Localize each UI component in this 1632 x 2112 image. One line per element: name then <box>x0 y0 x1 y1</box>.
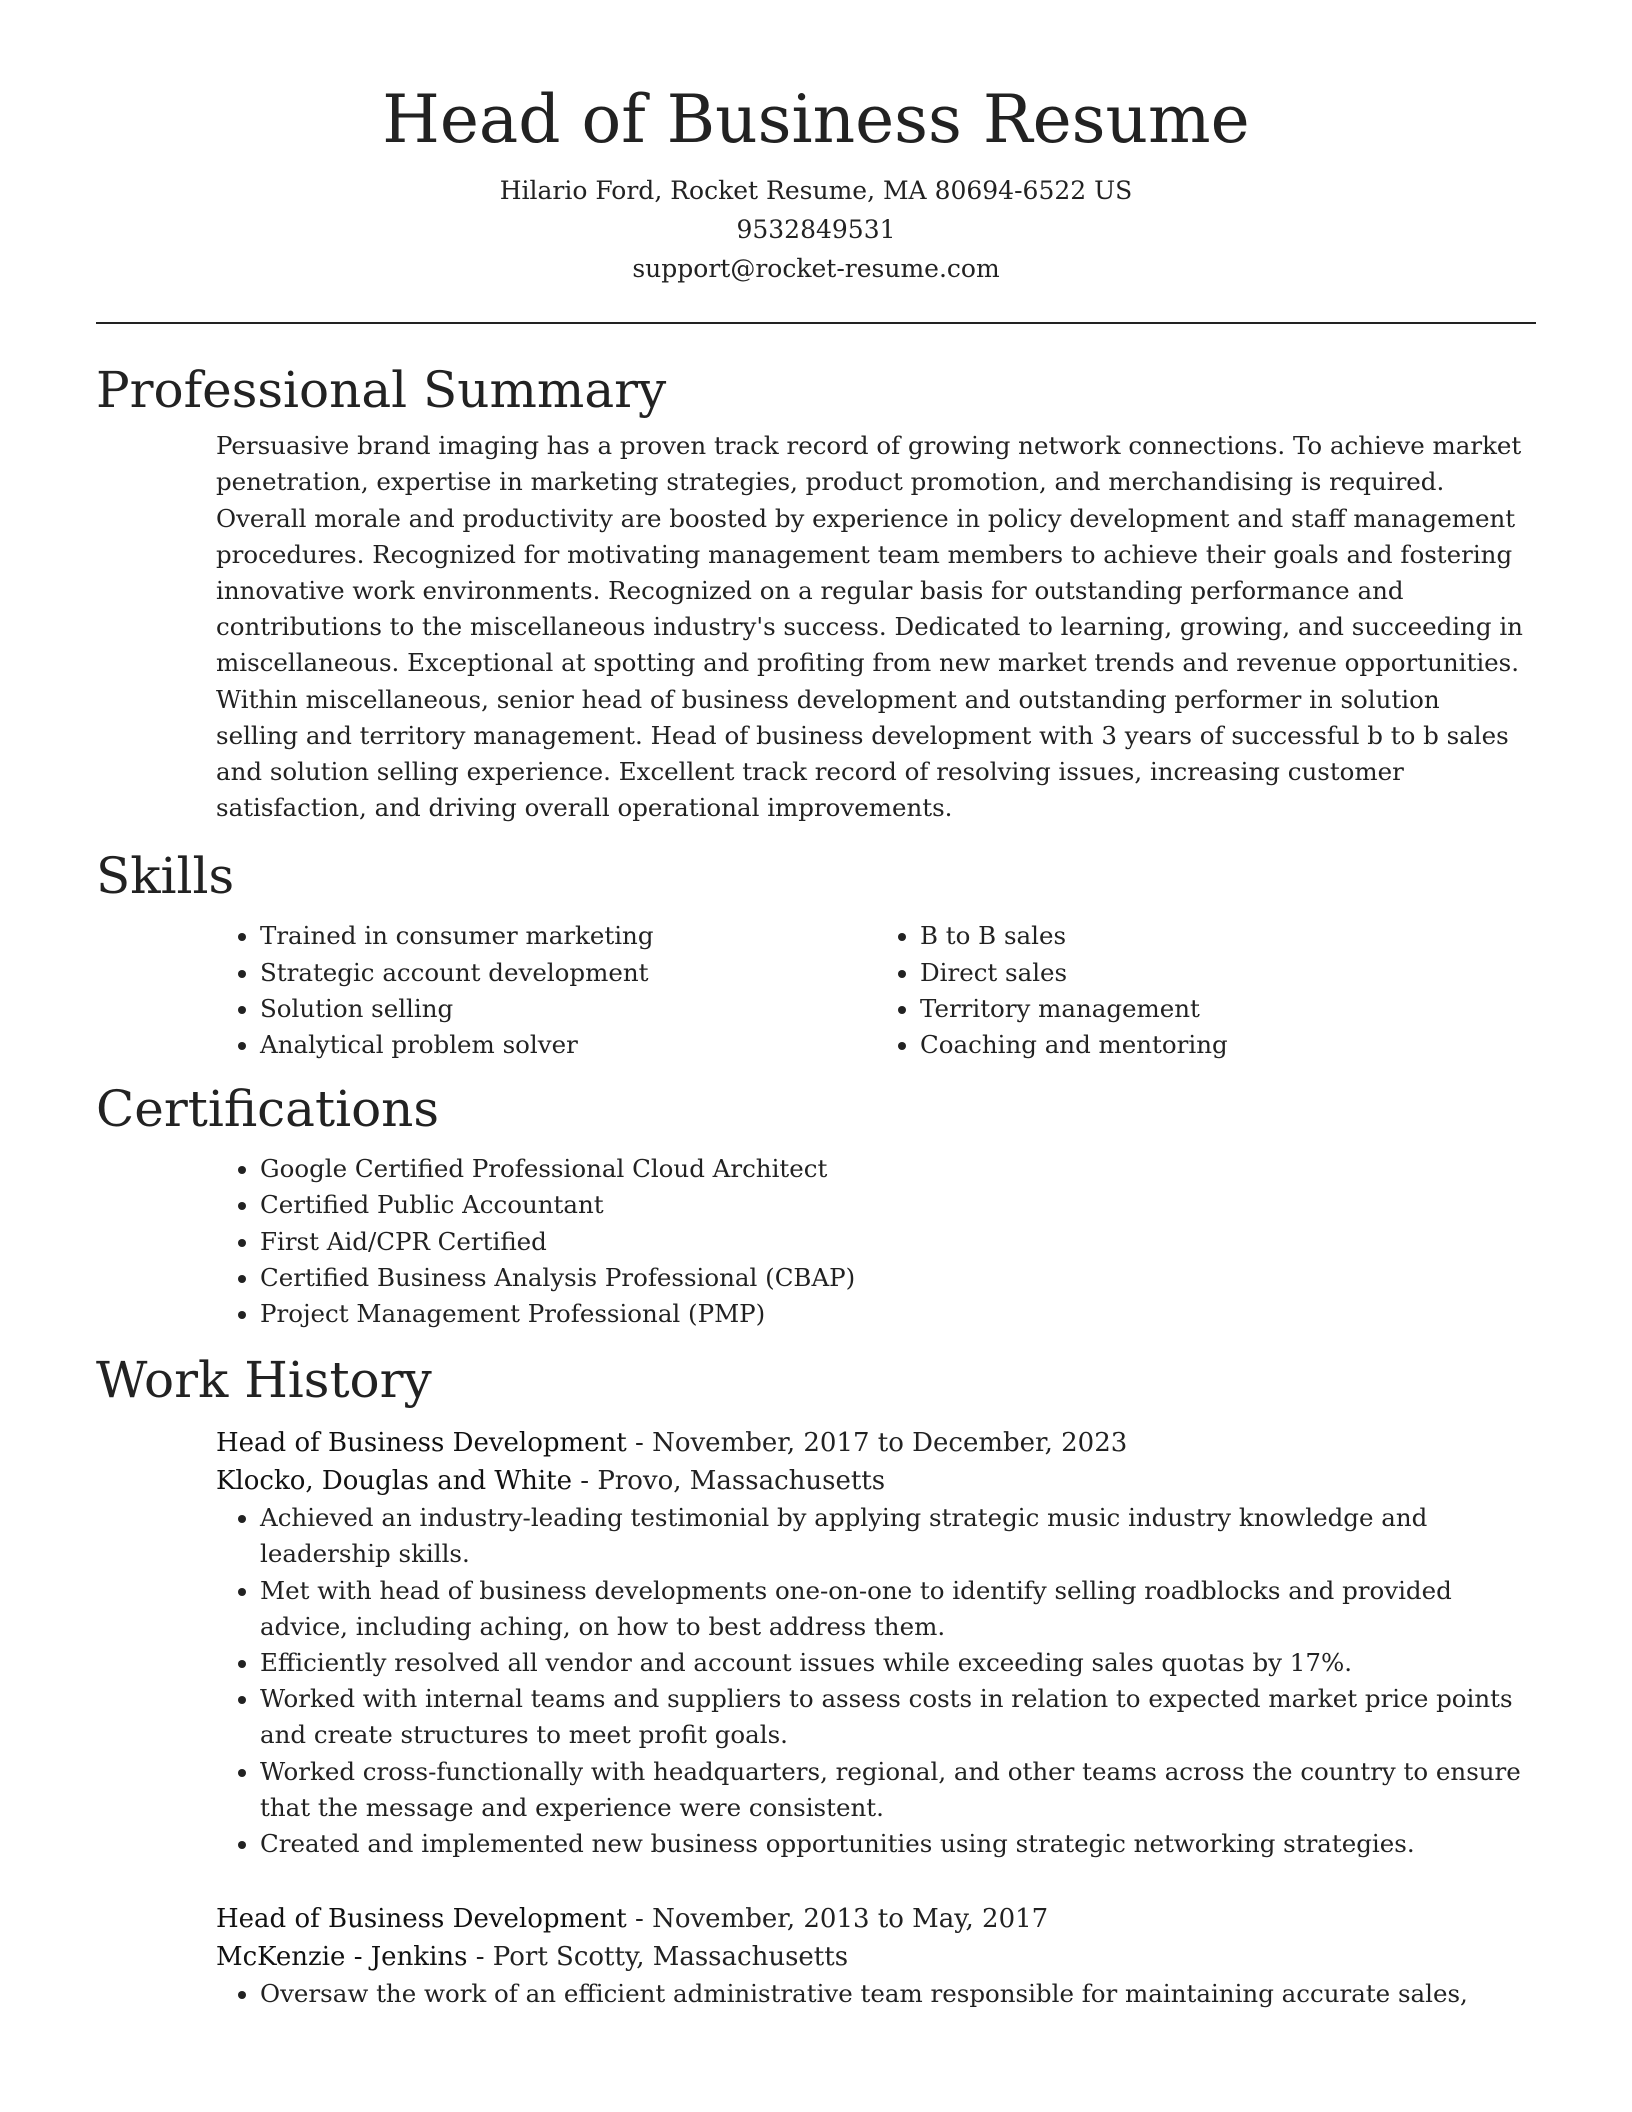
skill-item: • B to B sales <box>920 918 1536 954</box>
summary-heading: Professional Summary <box>96 361 667 420</box>
skill-item: • Solution selling <box>260 991 876 1027</box>
job-location: Port Scotty, Massachusetts <box>492 1942 849 1973</box>
work-history-section <box>96 1350 1536 2012</box>
work-history-heading: Work History <box>96 1351 432 1410</box>
job-title: Head of Business Development <box>216 1428 627 1459</box>
job-company-line <box>216 1462 1536 1500</box>
contact-address: Hilario Ford, Rocket Resume, MA 80694-6522 US <box>499 176 1133 206</box>
job-entry <box>216 1900 1536 2012</box>
separator: - <box>467 1942 493 1973</box>
job-entry <box>216 1424 1536 1862</box>
skill-item: • Territory management <box>920 991 1536 1027</box>
job-duty-item: • Worked cross-functionally with headquarters, regional, and other teams across the country to ensure that the message and experience were consistent. <box>260 1754 1536 1826</box>
job-company-line <box>216 1938 1536 1976</box>
contact-block <box>96 171 1536 288</box>
certifications-heading: Certifications <box>96 1080 440 1139</box>
resume-header <box>96 0 1536 288</box>
separator: - <box>626 1904 653 1935</box>
skill-item: • Direct sales <box>920 955 1536 991</box>
resume-title: Head of Business Resume <box>382 81 1250 158</box>
certification-item: • First Aid/CPR Certified <box>260 1224 1536 1260</box>
separator: - <box>626 1428 653 1459</box>
summary-text: Persuasive brand imaging has a proven track record of growing network connections. To achieve market penetration, expertise in marketing strategies, product promotion, and merchandising is required. Overall morale and productivity are boosted by experience in policy development and staff management procedures. Recognized for motivating management team members to achieve their goals and fostering innovative work environments. Recognized on a regular basis for outstanding performance and contributions to the miscellaneous industry's success. Dedicated to learning, growing, and succeeding in miscellaneous. Exceptional at spotting and profiting from new market trends and revenue opportunities. Within miscellaneous, senior head of business development and outstanding performer in solution selling and territory management. Head of business development with 3 years of successful b to b sales and solution selling experience. Excellent track record of resolving issues, increasing customer satisfaction, and driving overall operational improvements. <box>216 431 1523 823</box>
certifications-list <box>216 1151 1536 1332</box>
header-divider <box>96 322 1536 324</box>
skill-item: • Strategic account development <box>260 955 876 991</box>
job-duty-item: • Efficiently resolved all vendor and account issues while exceeding sales quotas by 17%. <box>260 1645 1536 1681</box>
skills-column-left <box>216 918 876 1063</box>
summary-section <box>96 360 1536 826</box>
job-duty-item: • Oversaw the work of an efficient administrative team responsible for maintaining accurate sales, <box>260 1976 1536 2012</box>
job-title: Head of Business Development <box>216 1904 627 1935</box>
job-duties-list <box>216 1500 1536 1862</box>
certification-item: • Google Certified Professional Cloud Architect <box>260 1151 1536 1187</box>
contact-email: support@rocket-resume.com <box>632 254 1000 284</box>
separator: - <box>571 1466 598 1497</box>
skill-item: • Trained in consumer marketing <box>260 918 876 954</box>
job-title-line <box>216 1900 1536 1938</box>
skills-heading: Skills <box>96 847 235 906</box>
job-duties-list <box>216 1976 1536 2012</box>
skill-item: • Analytical problem solver <box>260 1027 876 1063</box>
job-dates: November, 2017 to December, 2023 <box>652 1428 1128 1459</box>
certifications-section <box>96 1079 1536 1332</box>
skills-section <box>96 846 1536 1063</box>
job-duty-item: • Created and implemented new business opportunities using strategic networking strategies. <box>260 1826 1536 1862</box>
certification-item: • Project Management Professional (PMP) <box>260 1296 1536 1332</box>
skills-column-right <box>876 918 1536 1063</box>
job-title-line <box>216 1424 1536 1462</box>
job-company: McKenzie - Jenkins <box>216 1942 468 1973</box>
certification-item: • Certified Business Analysis Professional (CBAP) <box>260 1260 1536 1296</box>
job-location: Provo, Massachusetts <box>597 1466 886 1497</box>
skills-grid <box>216 918 1536 1063</box>
job-duty-item: • Achieved an industry-leading testimonial by applying strategic music industry knowledge and leadership skills. <box>260 1500 1536 1572</box>
skill-item: • Coaching and mentoring <box>920 1027 1536 1063</box>
resume-page <box>96 0 1536 2012</box>
job-dates: November, 2013 to May, 2017 <box>652 1904 1049 1935</box>
certification-item: • Certified Public Accountant <box>260 1187 1536 1223</box>
certifications-block <box>216 1151 1536 1332</box>
job-duty-item: • Worked with internal teams and suppliers to assess costs in relation to expected market price points and create structures to meet profit goals. <box>260 1681 1536 1753</box>
contact-phone: 9532849531 <box>736 215 896 245</box>
job-duty-item: • Met with head of business developments one-on-one to identify selling roadblocks and provided advice, including aching, on how to best address them. <box>260 1573 1536 1645</box>
job-company: Klocko, Douglas and White <box>216 1466 572 1497</box>
